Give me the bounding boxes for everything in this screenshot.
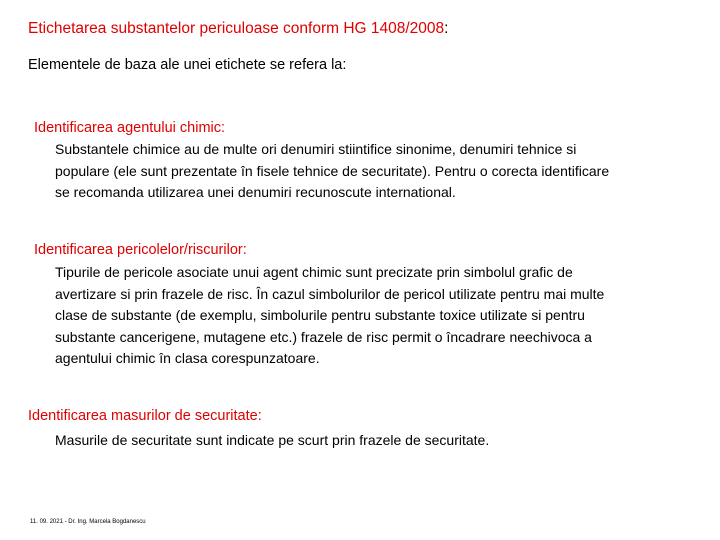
section-line: populare (ele sunt prezentate în fisele tehnice de securitate). Pentru o corecta identificare	[55, 162, 610, 179]
page-title-text: Etichetarea substantelor periculoase conform HG 1408/2008	[28, 20, 445, 37]
section-line: se recomanda utilizarea unei denumiri recunoscute international.	[55, 184, 456, 200]
section-heading-agent: Identificarea agentului chimic:	[34, 120, 226, 136]
page-title	[28, 20, 448, 38]
section-body-hazards	[55, 262, 705, 370]
section-heading-hazards: Identificarea pericolelor/riscurilor:	[34, 242, 247, 258]
section-body-agent	[55, 139, 705, 204]
section-line: avertizare si prin frazele de risc. În cazul simbolurilor de pericol utilizate pentru mai multe	[55, 285, 605, 302]
page-title-colon: :	[444, 20, 449, 37]
section-line: clase de substante (de exemplu, simbolurile pentru substante toxice utilizate si pentru	[55, 307, 585, 323]
section-line: Masurile de securitate sunt indicate pe scurt prin frazele de securitate.	[55, 432, 490, 448]
footer-text: 11. 09. 2021 - Dr. Ing. Marcela Bogdanescu	[30, 519, 146, 525]
section-body-safety	[55, 430, 705, 452]
section-line: Substantele chimice au de multe ori denumiri stiintifice sinonime, denumiri tehnice si	[55, 141, 577, 157]
section-line: substante cancerigene, mutagene etc.) frazele de risc permit o încadrare neechivoca a	[55, 328, 592, 345]
section-heading-safety: Identificarea masurilor de securitate:	[28, 408, 262, 424]
section-line: agentului chimic în clasa corespunzatoare.	[55, 350, 320, 366]
section-line: Tipurile de pericole asociate unui agent chimic sunt precizate prin simbolul grafic de	[55, 264, 573, 280]
intro-text: Elementele de baza ale unei etichete se refera la:	[28, 57, 347, 73]
